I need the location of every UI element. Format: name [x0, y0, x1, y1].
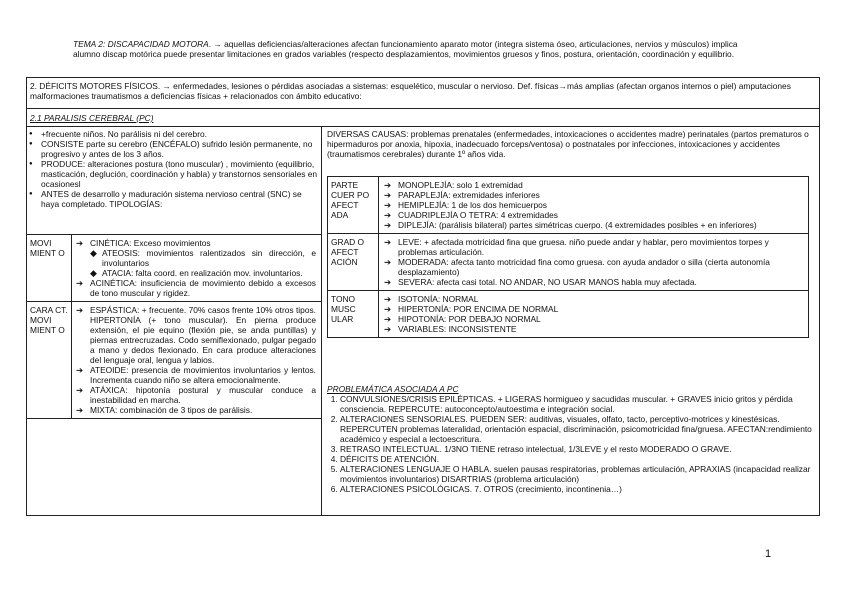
list-item: ➔ LEVE: + afectada motricidad fina que gruesa. niño puede andar y hablar, pero movimientos torpes y problemas articulación.	[384, 237, 769, 257]
row-content	[379, 177, 808, 233]
problems-list	[327, 394, 815, 494]
row-label: PARTE CUER PO AFECT ADA	[328, 177, 379, 233]
list-item: ➔ ACINÉTICA: insuficiencia de movimiento debido a excesos de tono muscular y rigidez.	[76, 278, 316, 298]
arrow-icon: ➔	[384, 324, 392, 334]
right-column	[324, 126, 818, 494]
problems-heading: PROBLEMÁTICA ASOCIADA A PC	[327, 384, 459, 394]
arrow-icon: ➔	[384, 237, 392, 247]
caracteristicas-row	[27, 302, 321, 419]
list-item: ➔ ESPÁSTICA: + frecuente. 70% casos frente 10% otros tipos. HIPERTONÍA (+ tono muscular). En pierna produce extensión, el pie equino (flexión pie, se anda puntillas) y piernas entrecruzadas. Codo semiflexionado, pulgar pegado a mano y dedos flexionado. En cara produce alteraciones del lenguaje oral, lengua y labios.	[76, 305, 316, 365]
bullet-item: ● PRODUCE: alteraciones postura (tono muscular) , movimiento (equilibrio, masticación, deglución, coordinación y habla) y transtornos sensoriales en ocasionesl	[41, 159, 321, 189]
list-item: ➔ HEMIPLEJÍA: 1 de los dos hemicuerpos	[384, 200, 547, 210]
list-item: ➔ MIXTA: combinación de 3 tipos de parálisis.	[76, 405, 253, 415]
list-item: ◆ ATACIA: falta coord. en realización mov. involuntarios.	[90, 268, 303, 278]
page-number: 1	[765, 548, 772, 560]
arrow-icon: ➔	[384, 257, 392, 267]
row-label: MOVI MIENT O	[27, 235, 72, 301]
problem-item: 6. ALTERACIONES PSICOLÓGICAS. 7. OTROS (crecimiento, incontinenia…)	[340, 484, 815, 494]
list-item: ➔ HIPOTONÍA: POR DEBAJO NORMAL	[384, 314, 541, 324]
arrow-icon: ➔	[76, 385, 84, 395]
row-content	[72, 302, 321, 418]
list-item: ➔ PARAPLEJÍA: extremidades inferiores	[384, 190, 540, 200]
list-item: ➔ CINÉTICA: Exceso movimientos	[76, 238, 211, 248]
problem-item: 2. ALTERACIONES SENSORIALES. PUEDEN SER: auditivas, visuales, olfato, tacto, perceptivo-motrices y kinestésicas. REPERCUTEN problemas lateralidad, orientación espacial, discriminación, psicomotricidad fina/gruesa. AFECTAN:rendimiento académico y especial a lectoescritura.	[340, 414, 815, 444]
tono-row	[328, 291, 808, 337]
bullet-item: ● ANTES de desarrollo y maduración sistema nervioso central (SNC) se haya completado. TIPOLOGÍAS:	[41, 189, 321, 209]
list-item: ◆ ATEOSIS: movimientos ralentizados sin dirección, e involuntarios	[90, 248, 316, 268]
diamond-icon: ◆	[90, 248, 97, 258]
typology-table	[27, 234, 321, 419]
list-item: ➔ ATÁXICA: hipotonía postural y muscular conduce a inestabilidad en marcha.	[76, 385, 316, 405]
row-content	[379, 234, 808, 290]
bullet-item: ● CONSISTE parte su cerebro (ENCÉFALO) sufrido lesión permanente, no progresivo y antes de los 3 años.	[41, 139, 321, 159]
row-content	[72, 235, 321, 301]
list-item: ➔ HIPERTONÍA: POR ENCIMA DE NORMAL	[384, 304, 559, 314]
problem-item: 3. RETRASO INTELECTUAL. 1/3NO TIENE retraso intelectual, 1/3LEVE y el resto MODERADO O GRAVE.	[340, 444, 815, 454]
problem-item: 5. ALTERACIONES LENGUAJE O HABLA. suelen pausas respiratorias, problemas articulación, APRAXIAS (incapacidad realizar movimientos involuntarios) DISARTRIAS (problema articulación)	[340, 464, 815, 484]
bullet-item: ● +frecuente niños. No parálisis ni del cerebro.	[41, 129, 321, 139]
classification-table	[327, 176, 809, 338]
list-item: ➔ ISOTONÍA: NORMAL	[384, 294, 479, 304]
diamond-icon: ◆	[90, 268, 97, 278]
arrow-icon: ➔	[384, 190, 392, 200]
title-text: . → aquellas deficiencias/alteraciones afectan funcionamiento aparato motor (integra sistema óseo, articulaciones, nervios y músculos) implica alumno discap motórica puede presentar limitaciones en grados variables (respecto desplazamientos, movimientos gruesos y finos, postura, orientación, coordinación y equilibrio.	[73, 39, 738, 59]
parte-row	[328, 177, 808, 234]
left-column	[27, 126, 322, 515]
arrow-icon: ➔	[76, 405, 84, 415]
list-item: ➔ CUADRIPLEJÍA O TETRA: 4 extremidades	[384, 210, 558, 220]
section-2-1-heading: 2.1 PARALISIS CEREBRAL (PC)	[27, 111, 819, 127]
list-item: ➔ VARIABLES: INCONSISTENTE	[384, 324, 517, 334]
arrow-icon: ➔	[76, 365, 84, 375]
document-title	[73, 39, 763, 59]
arrow-icon: ➔	[384, 180, 392, 190]
problem-item: 1. CONVULSIONES/CRISIS EPILÉPTICAS. + LIGERAS hormigueo y sacudidas muscular. + GRAVES inicio gritos y pérdida consciencia. REPERCUTE: autoconcepto/autoestima e integración social.	[340, 394, 815, 414]
grado-row	[328, 234, 808, 291]
movimiento-row	[27, 235, 321, 302]
section-2-text: 2. DÉFICITS MOTORES FÍSICOS. → enfermedades, lesiones o pérdidas asociadas a sistemas: esquelético, muscular o nervioso. Def. físicas→más amplias (afectan organos internos o piel) amputaciones malformaciones traumatismos a deficiencias físicas + relacionados con ámbito educativo:	[27, 78, 819, 109]
problem-item: 4. DÉFICITS DE ATENCIÓN.	[340, 454, 815, 464]
causes-text: DIVERSAS CAUSAS: problemas prenatales (enfermedades, intoxicaciones o accidentes madre) perinatales (partos prematuros o hipermaduros por anoxia, hipoxia, inadecuado forceps/ventosa) o postnatales por infecciones, intoxicaciones y accidentes (traumatismos cerebrales) durante 1º años vida.	[327, 129, 809, 159]
row-label: CARA CT. MOVI MIENT O	[27, 302, 72, 418]
list-item: ➔ MODERADA: afecta tanto motricidad fina como gruesa. con ayuda andador o silla (cierta autonomía desplazamiento)	[384, 257, 770, 277]
content-frame	[26, 77, 820, 516]
list-item: ➔ SEVERA: afecta casi total. NO ANDAR, NO USAR MANOS habla muy afectada.	[384, 277, 697, 287]
intro-bullets	[27, 129, 321, 209]
list-item: ➔ DIPLEJÍA: (parálisis bilateral) partes simétricas cuerpo. (4 extremidades posibles + en inferiores)	[384, 220, 757, 230]
row-label: TONO MUSC ULAR	[328, 291, 379, 337]
arrow-icon: ➔	[384, 210, 392, 220]
arrow-icon: ➔	[384, 277, 392, 287]
arrow-icon: ➔	[384, 304, 392, 314]
row-content	[379, 291, 808, 337]
arrow-icon: ➔	[76, 278, 84, 288]
arrow-icon: ➔	[76, 238, 84, 248]
arrow-icon: ➔	[76, 305, 84, 315]
arrow-icon: ➔	[384, 314, 392, 324]
list-item: ➔ MONOPLEJÍA: solo 1 extremidad	[384, 180, 523, 190]
arrow-icon: ➔	[384, 294, 392, 304]
row-label: GRAD O AFECT ACIÓN	[328, 234, 379, 290]
problems-block	[327, 384, 815, 494]
list-item: ➔ ATEOIDE: presencia de movimientos involuntarios y lentos. Incrementa cuando niño se altera emocionalmente.	[76, 365, 316, 385]
arrow-icon: ➔	[384, 200, 392, 210]
arrow-icon: ➔	[384, 220, 392, 230]
title-lead: TEMA 2: DISCAPACIDAD MOTORA	[73, 39, 209, 49]
